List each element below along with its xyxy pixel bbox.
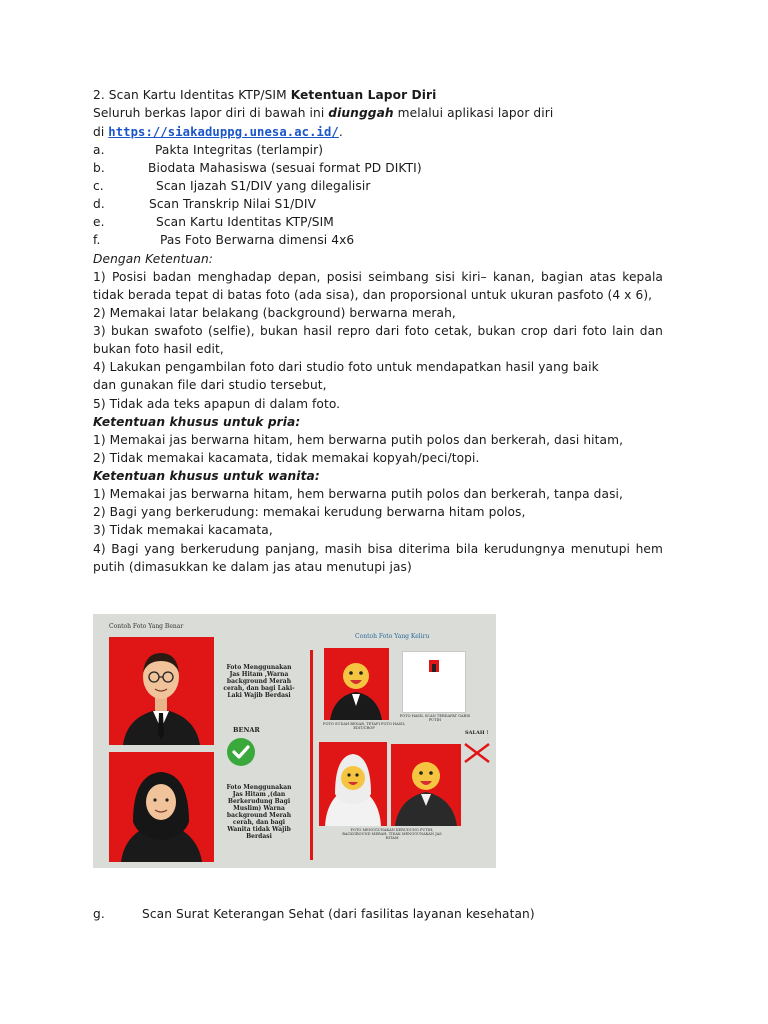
pria-title: Ketentuan khusus untuk pria: [93, 415, 301, 429]
wrong-caption-2: FOTO HASIL SCAN TERDAPAT GARIS PUTIH [399, 714, 471, 722]
list-item [93, 177, 370, 195]
item-letter: e. [93, 215, 105, 229]
list-item [93, 195, 316, 213]
wanita-rule-4: 4) Bagi yang berkerudung panjang, masih bisa diterima bila kerudungnya menutupi hem putih (dimasukkan ke dalam jas atau menutupi jas) [93, 542, 663, 574]
list-item [93, 231, 354, 249]
wrong-caption-3: FOTO MENGGUNAKAN KERUDUNG PUTIH, BACKGROUND MERAH, TIDAK MENGGUNAKAN JAS HITAM [342, 828, 442, 840]
wrong-caption-1: FOTO SUDAH BENAR, TETAPI FOTO HASIL EDIT/CROP [323, 722, 405, 730]
ketentuan-rule-5: 5) Tidak ada teks apapun di dalam foto. [93, 397, 341, 411]
item-text: Scan Kartu Identitas KTP/SIM [156, 215, 334, 229]
list-item [93, 141, 323, 159]
divider-red [310, 650, 313, 860]
figure-title-correct: Contoh Foto Yang Benar [109, 623, 184, 630]
intro-line-2 [93, 123, 343, 141]
item-letter: c. [93, 179, 104, 193]
siakad-link[interactable]: https://siakaduppg.unesa.ac.id/ [108, 125, 339, 139]
item-letter: b. [93, 161, 105, 175]
heading-bold: Ketentuan Lapor Diri [290, 88, 437, 102]
wrong-photo-edit [324, 648, 389, 720]
wanita-title: Ketentuan khusus untuk wanita: [93, 469, 320, 483]
female-caption: Foto Menggunakan Jas Hitam ,(dan Berkerudung Bagi Muslim) Warna background Merah cerah, dan bagi Wanita tidak Wajib Berdasi [226, 784, 292, 840]
wrong-photo-hijab [319, 742, 387, 826]
wanita-rule-1: 1) Memakai jas berwarna hitam, hem berwarna putih polos dan berkerah, tanpa dasi, [93, 487, 623, 501]
item-letter: a. [93, 143, 105, 157]
item-text: Pas Foto Berwarna dimensi 4x6 [160, 233, 355, 247]
item-text: Scan Surat Keterangan Sehat (dari fasilitas layanan kesehatan) [142, 907, 535, 921]
wrong-photo-no-jas [391, 744, 461, 826]
intro-text: Seluruh berkas lapor diri di bawah ini [93, 106, 329, 120]
example-photo-figure [93, 614, 496, 868]
figure-title-wrong: Contoh Foto Yang Keliru [355, 633, 430, 640]
list-item [93, 213, 334, 231]
list-item [93, 159, 422, 177]
benar-label: BENAR [233, 726, 260, 734]
intro-line-1 [93, 104, 553, 122]
heading-prefix: 2. Scan Kartu Identitas KTP/SIM [93, 88, 291, 102]
cross-icon [463, 742, 491, 768]
heading [93, 86, 436, 104]
ketentuan-rule-4a: 4) Lakukan pengambilan foto dari studio foto untuk mendapatkan hasil yang baik [93, 360, 599, 374]
male-caption: Foto Menggunakan Jas Hitam ,Warna background Merah cerah, dan bagi Laki-Laki Wajib Berdasi [223, 664, 295, 699]
ketentuan-title: Dengan Ketentuan: [93, 252, 213, 266]
male-correct-photo [109, 637, 214, 745]
pria-rule-2: 2) Tidak memakai kacamata, tidak memakai kopyah/peci/topi. [93, 451, 480, 465]
salah-label: SALAH ! [465, 730, 489, 736]
item-letter: f. [93, 233, 101, 247]
wanita-rule-2: 2) Bagi yang berkerudung: memakai kerudung berwarna hitam polos, [93, 505, 526, 519]
intro-emphasis: diunggah [328, 106, 394, 120]
check-icon [226, 737, 256, 771]
item-letter: d. [93, 197, 105, 211]
ketentuan-rule-1: 1) Posisi badan menghadap depan, posisi seimbang sisi kiri– kanan, bagian atas kepala tidak berada tepat di batas foto (ada sisa), dan proporsional untuk ukuran pasfoto (4 x 6), [93, 270, 663, 302]
item-text: Biodata Mahasiswa (sesuai format PD DIKTI) [148, 161, 422, 175]
item-letter: g. [93, 907, 105, 921]
pria-rule-1: 1) Memakai jas berwarna hitam, hem berwarna putih polos dan berkerah, dasi hitam, [93, 433, 624, 447]
ketentuan-rule-4b: dan gunakan file dari studio tersebut, [93, 378, 327, 392]
intro-text-end: melalui aplikasi lapor diri [393, 106, 554, 120]
ketentuan-rule-3: 3) bukan swafoto (selfie), bukan hasil repro dari foto cetak, bukan crop dari foto lain dan bukan foto hasil edit, [93, 324, 663, 356]
ketentuan-rule-2: 2) Memakai latar belakang (background) berwarna merah, [93, 306, 456, 320]
wrong-photo-scan [402, 651, 466, 713]
intro-di: di [93, 125, 109, 139]
item-text: Scan Transkrip Nilai S1/DIV [149, 197, 317, 211]
intro-period: . [338, 125, 343, 139]
item-text: Scan Ijazah S1/DIV yang dilegalisir [156, 179, 371, 193]
item-text: Pakta Integritas (terlampir) [155, 143, 324, 157]
list-item-g [93, 905, 535, 923]
wanita-rule-3: 3) Tidak memakai kacamata, [93, 523, 273, 537]
female-correct-photo [109, 752, 214, 862]
